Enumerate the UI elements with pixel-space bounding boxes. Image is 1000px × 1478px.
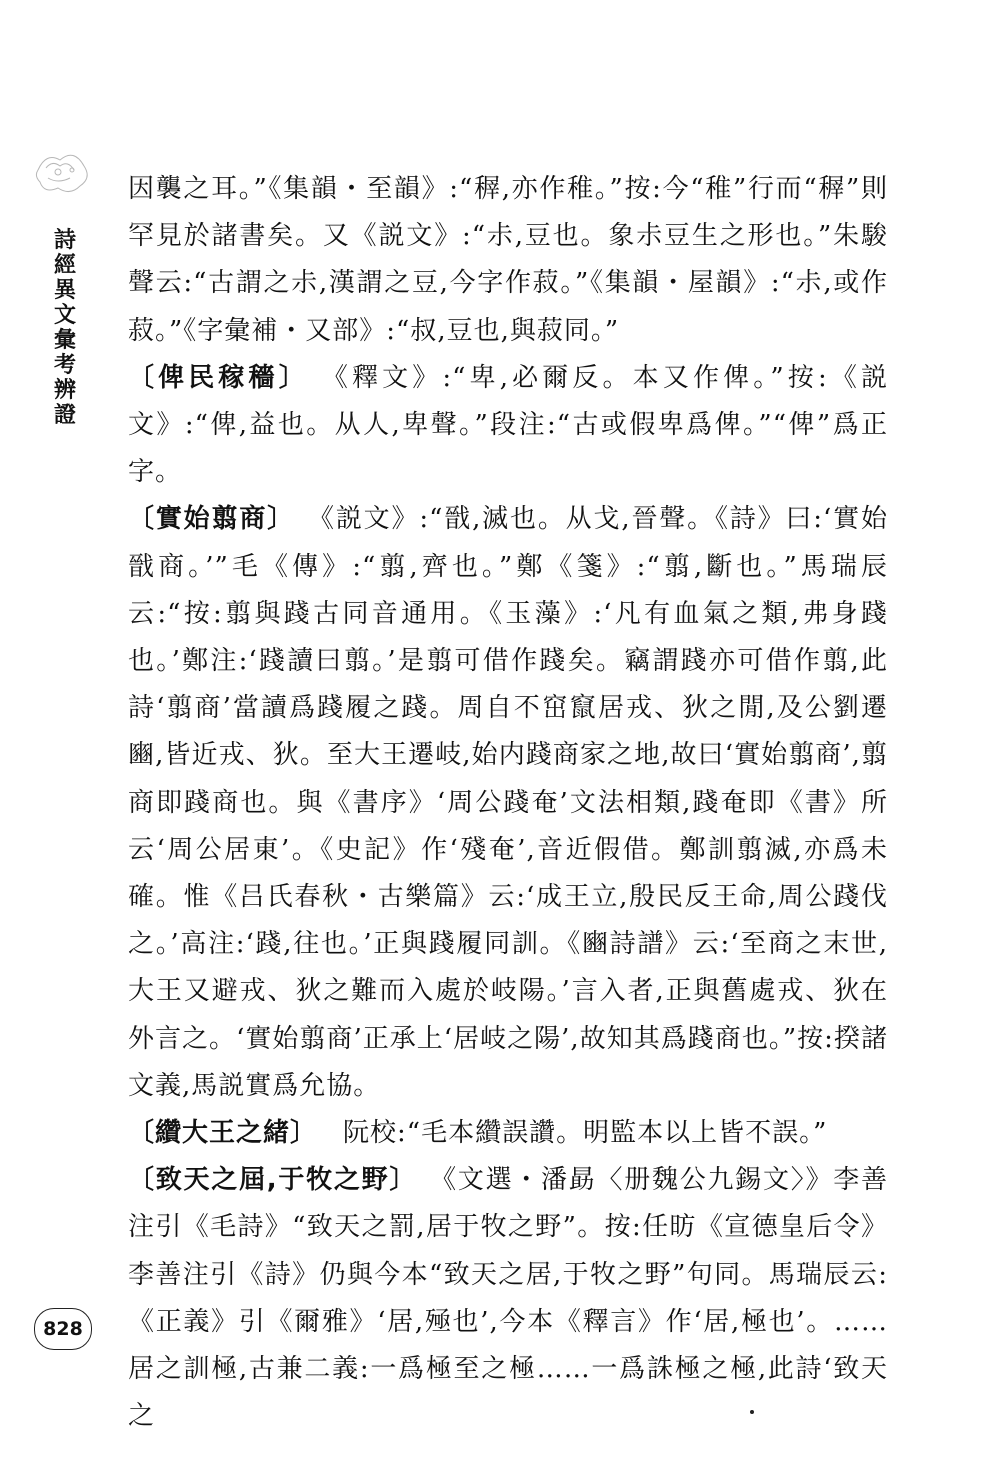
entry-text: 《釋文》:“卑,必爾反。本又作俾。”按:《説文》:“俾,益也。从人,卑聲。”段注:“古或假卑爲俾。”“俾”爲正字。 [128,362,888,488]
entry-paragraph [128,1157,888,1440]
stray-mark [750,1410,754,1414]
page-number: 828 [34,1308,92,1350]
book-title-char: 證 [53,403,76,428]
entry-paragraph [128,1110,888,1157]
entry-heading: 〔俾民稼穡〕 [128,362,309,393]
entry-text: 《説文》:“戩,滅也。从戈,晉聲。《詩》曰:‘實始戩商。’”毛《傳》:“翦,齊也。”鄭《箋》:“翦,斷也。”馬瑞辰云:“按:翦與踐古同音通用。《玉藻》:‘凡有血氣之類,弗身踐也。’鄭注:‘踐讀曰翦。’是翦可借作踐矣。竊謂踐亦可借作翦,此詩‘翦商’當讀爲踐履之踐。周自不窋竄居戎、狄之閒,及公劉遷豳,皆近戎、狄。至大王遷岐,始内踐商家之地,故曰‘實始翦商’,翦商即踐商也。與《書序》‘周公踐奄’文法相類,踐奄即《書》所云‘周公居東’。《史記》作‘殘奄’,音近假借。鄭訓翦滅,亦爲未確。惟《吕氏春秋・古樂篇》云:‘成王立,殷民反王命,周公踐伐之。’高注:‘踐,往也。’正與踐履同訓。《豳詩譜》云:‘至商之末世,大王又避戎、狄之難而入處於岐陽。’言入者,正與舊處戎、狄在外言之。‘實始翦商’正承上‘居岐之陽’,故知其爲踐商也。”按:揆諸文義,馬説實爲允協。 [128,504,888,1101]
entry-heading: 〔纘大王之緒〕 [128,1118,318,1149]
book-title-char: 經 [53,253,76,278]
running-book-title [50,228,80,428]
entry-paragraph [128,355,888,497]
book-title-char: 考 [53,353,76,378]
main-text-block [128,166,888,1440]
book-title-char: 詩 [53,228,76,253]
book-title-char: 異 [53,278,76,303]
entry-heading: 〔實始翦商〕 [128,504,296,535]
continued-paragraph [128,166,888,355]
paragraph-text: 因襲之耳。”《集韻・至韻》:“稺,亦作稚。”按:今“稚”行而“稺”則罕見於諸書矣。又《説文》:“尗,豆也。象尗豆生之形也。”朱駿聲云:“古謂之尗,漢謂之豆,今字作菽。”《集韻・屋韻》:“尗,或作菽。”《字彙補・又部》:“叔,豆也,與菽同。” [128,174,888,346]
book-title-char: 辨 [53,378,76,403]
entry-text: 《文選・潘勗〈册魏公九錫文〉》李善注引《毛詩》“致天之罰,居于牧之野”。按:任昉《宣德皇后令》李善注引《詩》仍與今本“致天之居,于牧之野”句同。馬瑞辰云:《正義》引《爾雅》‘居,殛也’,今本《釋言》作‘居,極也’。……居之訓極,古兼二義:一爲極至之極……一爲誅極之極,此詩‘致天之 [128,1165,888,1432]
entry-paragraph [128,496,888,1110]
book-title-char: 文 [53,303,76,328]
book-title-char: 彙 [53,328,76,353]
entry-heading: 〔致天之屆,于牧之野〕 [128,1165,418,1196]
entry-text: 阮校:“毛本纘誤讚。明監本以上皆不誤。” [343,1118,828,1149]
decorative-seal-ornament [28,140,98,200]
